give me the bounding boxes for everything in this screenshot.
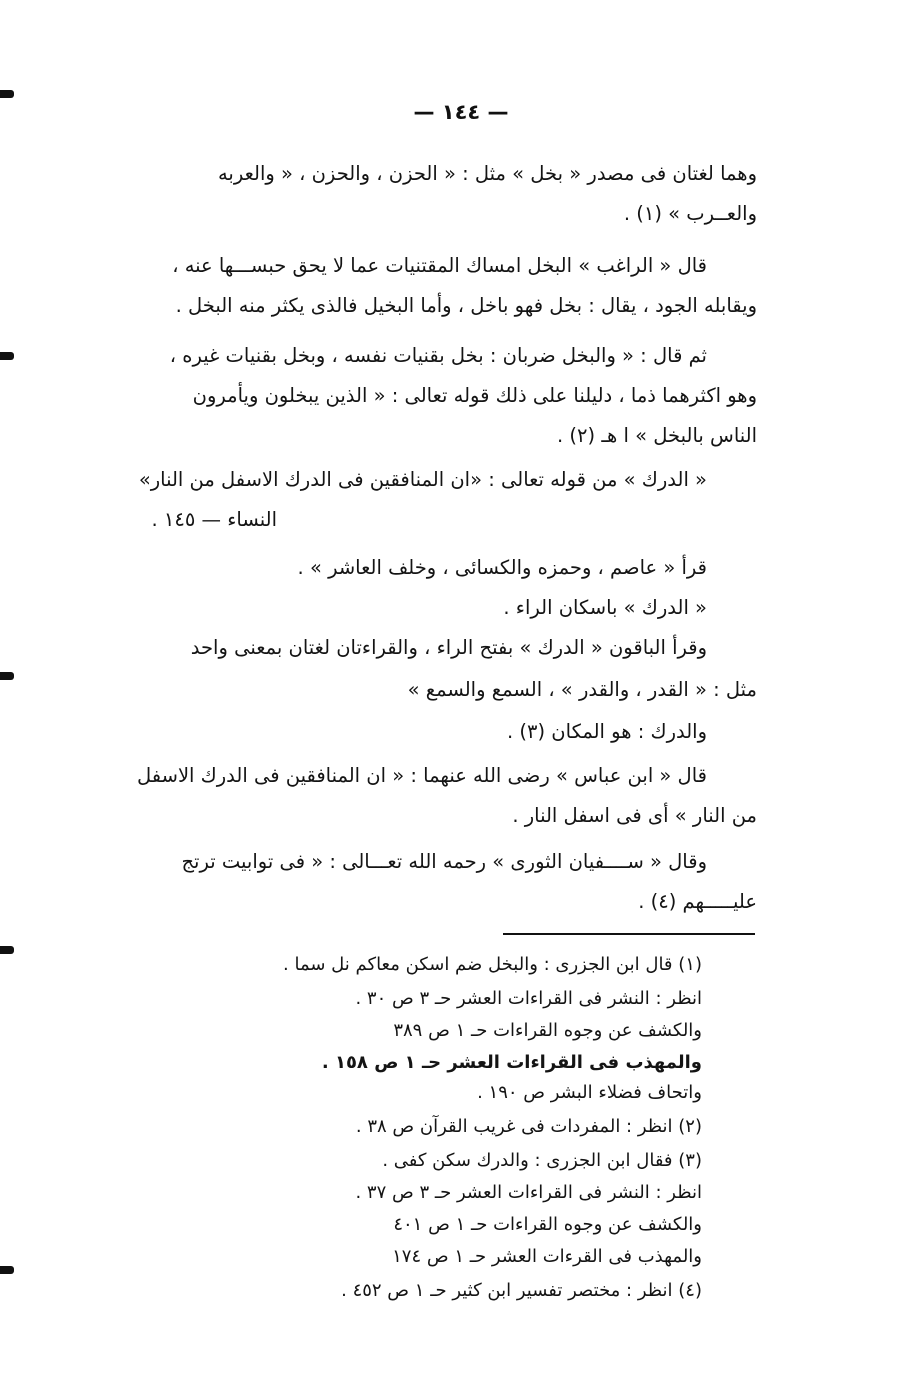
footnote-line: انظر : النشر فى القراءات العشر حـ ٣ ص ٣٠ . — [355, 988, 702, 1009]
body-line: والدرك : هو المكان (٣) . — [507, 720, 707, 743]
scan-edge-mark — [0, 90, 14, 98]
body-line: قال « ابن عباس » رضى الله عنهما : « ان المنافقين فى الدرك الاسفل — [136, 764, 707, 787]
footnote-line: والكشف عن وجوه القراءات حـ ١ ص ٤٠١ — [393, 1214, 702, 1235]
footnote-line: (٢) انظر : المفردات فى غريب القرآن ص ٣٨ . — [355, 1116, 702, 1137]
body-line: من النار » أى فى اسفل النار . — [512, 804, 757, 827]
footnote-line: (٤) انظر : مختصر تفسير ابن كثير حـ ١ ص ٤٥٢ . — [341, 1280, 702, 1301]
scan-edge-mark — [0, 1266, 14, 1274]
body-line: وهما لغتان فى مصدر « بخل » مثل : « الحزن ، والحزن ، « والعربه — [217, 162, 757, 185]
body-line: النساء — ١٤٥ . — [151, 508, 277, 531]
body-line: قال « الراغب » البخل امساك المقتنيات عما لا يحق حبســـها عنه ، — [172, 254, 707, 277]
footnote-separator — [503, 933, 755, 935]
body-line: ثم قال : « والبخل ضربان : بخل بقنيات نفسه ، وبخل بقنيات غيره ، — [169, 344, 707, 367]
body-line: وقال « ســــفيان الثورى » رحمه الله تعـــالى : « فى توابيت ترتج — [181, 850, 707, 873]
body-line: « الدرك » باسكان الراء . — [503, 596, 707, 619]
footnote-line: والمهذب فى القرءات العشر حـ ١ ص ١٧٤ — [392, 1246, 702, 1267]
footnote-line: واتحاف فضلاء البشر ص ١٩٠ . — [477, 1082, 702, 1103]
footnote-line: انظر : النشر فى القراءات العشر حـ ٣ ص ٣٧ . — [355, 1182, 702, 1203]
footnote-line: والمهذب فى القراءات العشر حـ ١ ص ١٥٨ . — [321, 1052, 702, 1073]
body-line: وهو اكثرهما ذما ، دليلنا على ذلك قوله تعالى : « الذين يبخلون ويأمرون — [192, 384, 757, 407]
body-line: مثل : « القدر ، والقدر » ، السمع والسمع » — [407, 678, 757, 701]
scan-edge-mark — [0, 946, 14, 954]
scan-edge-mark — [0, 672, 14, 680]
footnote-line: (١) قال ابن الجزرى : والبخل ضم اسكن معاكم نل سما . — [283, 954, 702, 975]
body-line: قرأ « عاصم ، وحمزه والكسائى ، وخلف العاشر » . — [297, 556, 707, 579]
body-line: وقرأ الباقون « الدرك » بفتح الراء ، والقراءتان لغتان بمعنى واحد — [190, 636, 707, 659]
body-line: عليـــــهم (٤) . — [638, 890, 757, 913]
footnote-line: والكشف عن وجوه القراءات حـ ١ ص ٣٨٩ — [393, 1020, 702, 1041]
scan-edge-mark — [0, 352, 14, 360]
body-line: والعــرب » (١) . — [623, 202, 757, 225]
body-line: الناس بالبخل » ا هـ (٢) . — [557, 424, 757, 447]
body-line: ويقابله الجود ، يقال : بخل فهو باخل ، وأما البخيل فالذى يكثر منه البخل . — [175, 294, 757, 317]
body-line: « الدرك » من قوله تعالى : «ان المنافقين فى الدرك الاسفل من النار» — [138, 468, 707, 491]
page-number: — ١٤٤ — — [413, 100, 509, 124]
footnote-line: (٣) فقال ابن الجزرى : والدرك سكن كفى . — [382, 1150, 702, 1171]
